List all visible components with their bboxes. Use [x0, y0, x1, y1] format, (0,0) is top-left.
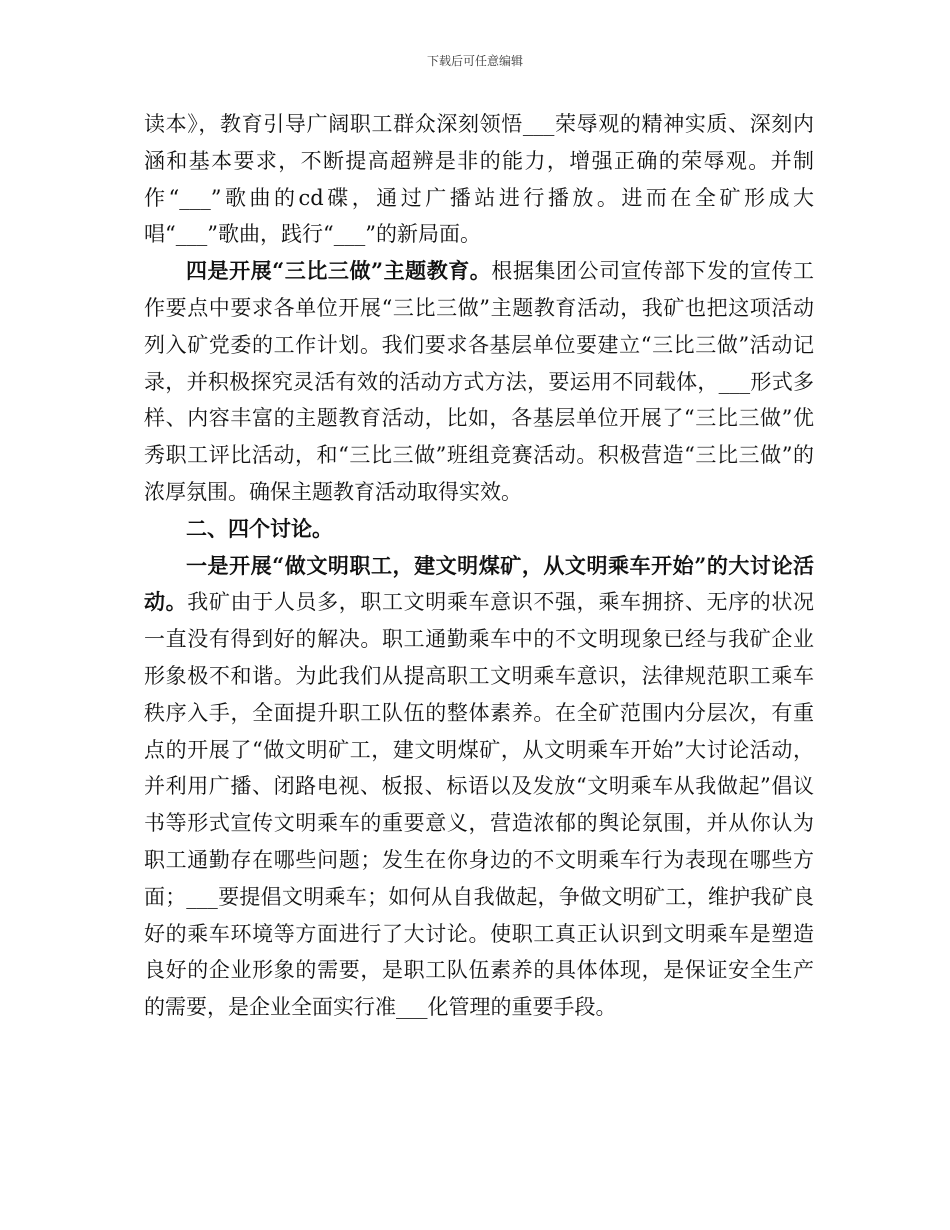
document-body: [144, 106, 814, 1026]
paragraph-lead-heading: 一是开展“做文明职工，建文明煤矿，从文明乘车开始”的大讨论活动。: [144, 552, 814, 615]
section-heading: 二、四个讨论。: [186, 515, 333, 541]
paragraph-lead-heading: 四是开展“三比三做”主题教育。: [186, 258, 492, 284]
header-note: 下载后可任意编辑: [426, 54, 523, 68]
paragraph-civilized-riding: [144, 548, 814, 1026]
paragraph-text: 根据集团公司宣传部下发的宣传工作要点中要求各单位开展“三比三做”主题教育活动，我矿也把这项活动列入矿党委的工作计划。我们要求各基层单位要建立“三比三做”活动记录，并积极探究灵活有效的活动方式方法，要运用不同载体，___形式多样、内容丰富的主题教育活动，比如，各基层单位开展了“三比三做”优秀职工评比活动，和“三比三做”班组竞赛活动。积极营造“三比三做”的浓厚氛围。确保主题教育活动取得实效。: [144, 259, 814, 504]
paragraph-text: 我矿由于人员多，职工文明乘车意识不强，乘车拥挤、无序的状况一直没有得到好的解决。职工通勤乘车中的不文明现象已经与我矿企业形象极不和谐。为此我们从提高职工文明乘车意识，法律规范职工乘车秩序入手，全面提升职工队伍的整体素养。在全矿范围内分层次，有重点的开展了“做文明矿工，建文明煤矿，从文明乘车开始”大讨论活动，并利用广播、闭路电视、板报、标语以及发放“文明乘车从我做起”倡议书等形式宣传文明乘车的重要意义，营造浓郁的舆论氛围，并从你认为职工通勤存在哪些问题；发生在你身边的不文明乘车行为表现在哪些方面；___要提倡文明乘车；如何从自我做起，争做文明矿工，维护我矿良好的乘车环境等方面进行了大讨论。使职工真正认识到文明乘车是塑造良好的企业形象的需要，是职工队伍素养的具体体现，是保证安全生产的需要，是企业全面实行准___化管理的重要手段。: [144, 590, 815, 1020]
paragraph-continuation: [144, 106, 814, 253]
paragraph-text: 读本》，教育引导广阔职工群众深刻领悟___荣辱观的精神实质、深刻内涵和基本要求，不断提高超辨是非的能力，增强正确的荣辱观。并制作“___”歌曲的cd碟，通过广播站进行播放。进而在全矿形成大唱“___”歌曲，践行“___”的新局面。: [144, 112, 814, 247]
paragraph-three-compare: [144, 253, 814, 511]
section-heading-four-discussions: [144, 511, 814, 548]
